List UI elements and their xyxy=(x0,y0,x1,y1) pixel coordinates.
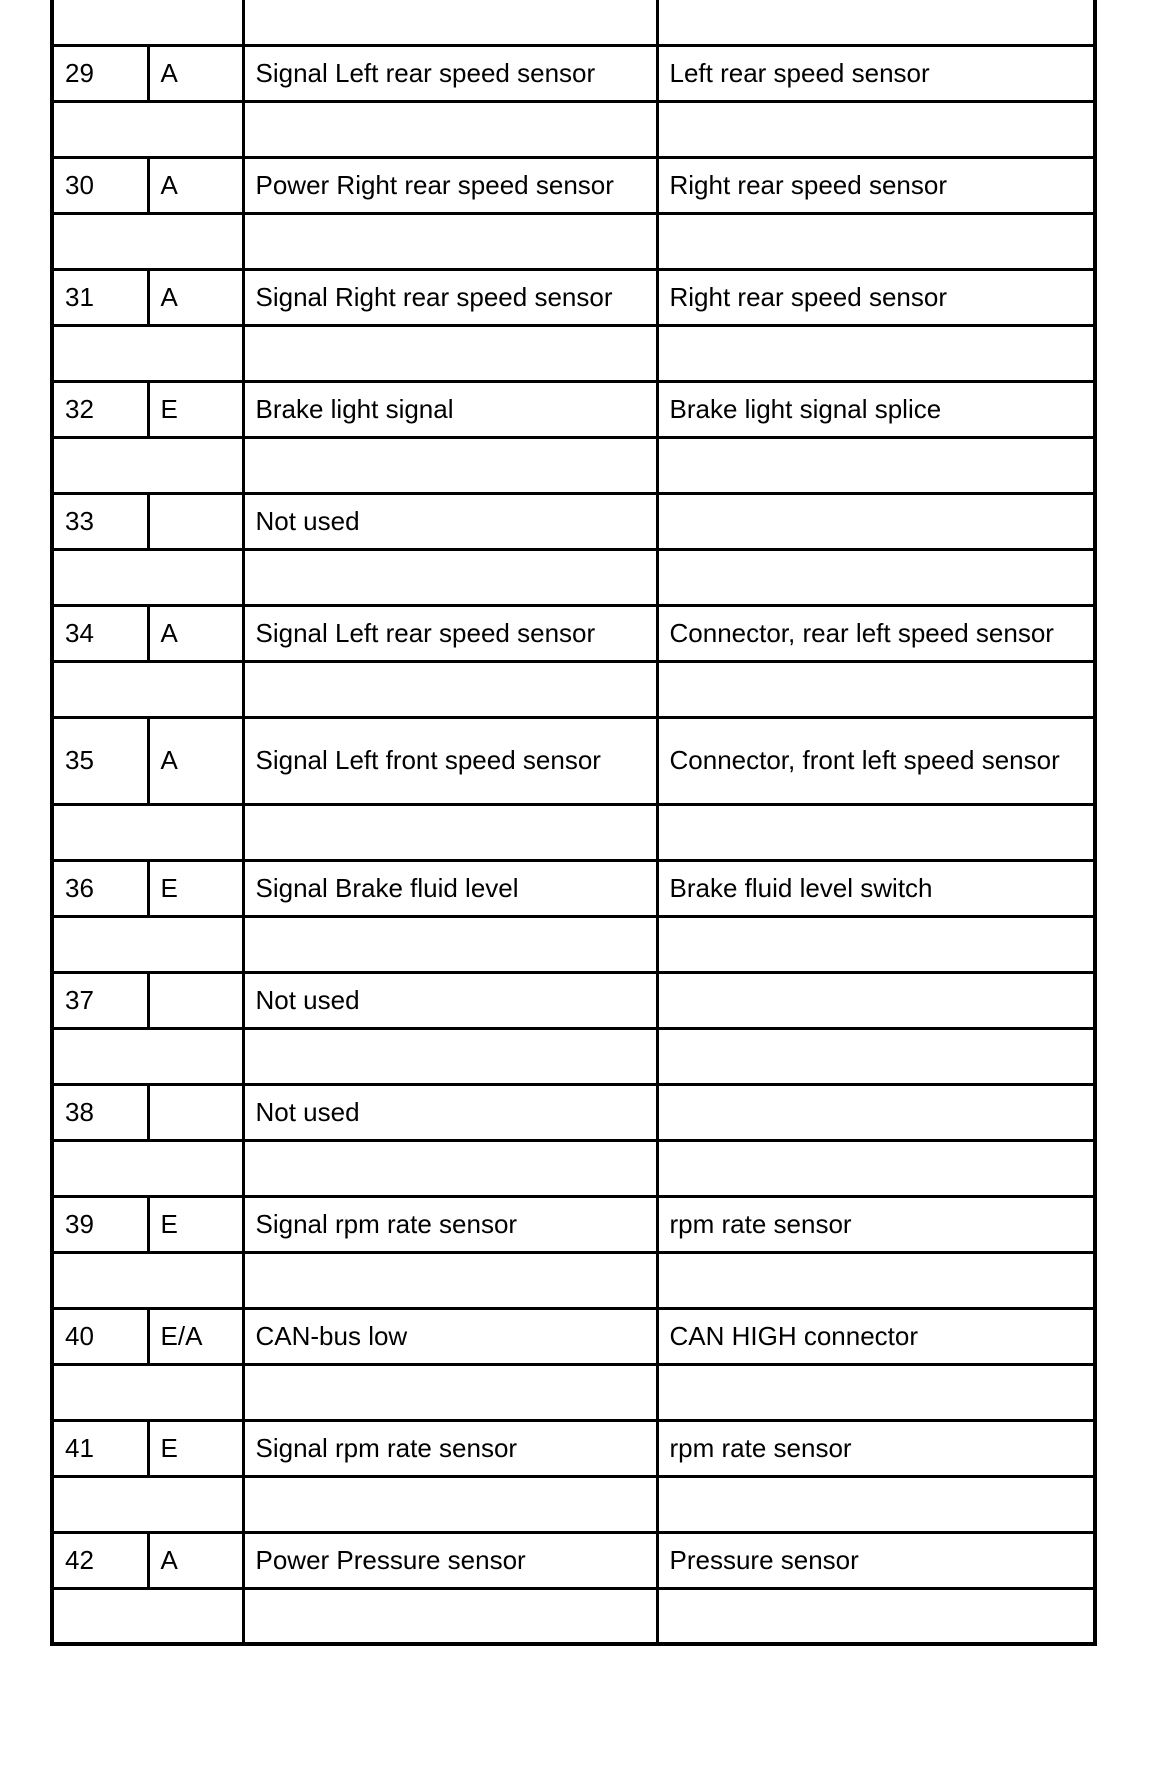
connection-cell: Connector, rear left speed sensor xyxy=(657,605,1095,661)
spacer-cell xyxy=(243,804,657,860)
spacer-cell xyxy=(243,1028,657,1084)
table-row xyxy=(52,45,1095,101)
pin-cell: 35 xyxy=(52,717,148,804)
type-cell: E xyxy=(148,1420,243,1476)
table-row xyxy=(52,717,1095,804)
spacer-row xyxy=(52,549,1095,605)
connection-cell: Brake fluid level switch xyxy=(657,860,1095,916)
spacer-row xyxy=(52,1028,1095,1084)
spacer-cell xyxy=(657,213,1095,269)
table-row xyxy=(52,1308,1095,1364)
pin-cell: 40 xyxy=(52,1308,148,1364)
spacer-cell xyxy=(52,1476,243,1532)
connection-cell: Brake light signal splice xyxy=(657,381,1095,437)
spacer-cell xyxy=(52,1140,243,1196)
table-row xyxy=(52,381,1095,437)
spacer-row xyxy=(52,437,1095,493)
pin-cell: 36 xyxy=(52,860,148,916)
table-row xyxy=(52,605,1095,661)
spacer-cell xyxy=(657,1140,1095,1196)
spacer-cell xyxy=(52,1588,243,1644)
spacer-cell xyxy=(657,1588,1095,1644)
function-cell: Signal Right rear speed sensor xyxy=(243,269,657,325)
type-cell: E/A xyxy=(148,1308,243,1364)
spacer-row xyxy=(52,804,1095,860)
pin-cell: 32 xyxy=(52,381,148,437)
pin-cell: 30 xyxy=(52,157,148,213)
spacer-cell xyxy=(52,1364,243,1420)
spacer-cell xyxy=(52,101,243,157)
spacer-cell xyxy=(243,213,657,269)
spacer-cell xyxy=(243,916,657,972)
spacer-cell xyxy=(52,1028,243,1084)
spacer-cell xyxy=(657,804,1095,860)
table-row xyxy=(52,1532,1095,1588)
connection-cell: Connector, front left speed sensor xyxy=(657,717,1095,804)
spacer-cell xyxy=(243,437,657,493)
connection-cell xyxy=(657,972,1095,1028)
pin-assignment-table xyxy=(50,0,1097,1646)
spacer-cell xyxy=(243,1140,657,1196)
type-cell: E xyxy=(148,381,243,437)
spacer-cell xyxy=(52,437,243,493)
connection-cell xyxy=(657,493,1095,549)
type-cell xyxy=(148,972,243,1028)
spacer-cell xyxy=(657,1252,1095,1308)
spacer-cell xyxy=(657,661,1095,717)
function-cell: Not used xyxy=(243,493,657,549)
spacer-cell xyxy=(657,549,1095,605)
spacer-cell xyxy=(243,1588,657,1644)
table-row xyxy=(52,1084,1095,1140)
function-cell: Not used xyxy=(243,1084,657,1140)
spacer-row xyxy=(52,1252,1095,1308)
spacer-row xyxy=(52,0,1095,45)
connection-cell: rpm rate sensor xyxy=(657,1196,1095,1252)
connection-cell: Pressure sensor xyxy=(657,1532,1095,1588)
spacer-cell xyxy=(243,549,657,605)
type-cell: A xyxy=(148,605,243,661)
connection-cell: Left rear speed sensor xyxy=(657,45,1095,101)
spacer-cell xyxy=(52,661,243,717)
function-cell: Brake light signal xyxy=(243,381,657,437)
connection-cell: CAN HIGH connector xyxy=(657,1308,1095,1364)
spacer-cell xyxy=(243,1476,657,1532)
function-cell: Power Right rear speed sensor xyxy=(243,157,657,213)
type-cell: A xyxy=(148,269,243,325)
connection-cell: Right rear speed sensor xyxy=(657,269,1095,325)
function-cell: Signal Left front speed sensor xyxy=(243,717,657,804)
spacer-cell xyxy=(657,1028,1095,1084)
spacer-row xyxy=(52,1364,1095,1420)
pin-cell: 31 xyxy=(52,269,148,325)
spacer-cell xyxy=(52,549,243,605)
function-cell: Signal rpm rate sensor xyxy=(243,1196,657,1252)
spacer-cell xyxy=(243,101,657,157)
pin-cell: 41 xyxy=(52,1420,148,1476)
spacer-row xyxy=(52,1476,1095,1532)
spacer-cell xyxy=(657,101,1095,157)
spacer-row xyxy=(52,213,1095,269)
spacer-cell xyxy=(52,325,243,381)
spacer-row xyxy=(52,1140,1095,1196)
pin-cell: 34 xyxy=(52,605,148,661)
function-cell: Not used xyxy=(243,972,657,1028)
table-row xyxy=(52,1196,1095,1252)
connection-cell xyxy=(657,1084,1095,1140)
table-row xyxy=(52,269,1095,325)
type-cell xyxy=(148,493,243,549)
spacer-cell xyxy=(52,1252,243,1308)
spacer-cell xyxy=(52,0,243,45)
spacer-row xyxy=(52,916,1095,972)
type-cell xyxy=(148,1084,243,1140)
connection-cell: rpm rate sensor xyxy=(657,1420,1095,1476)
type-cell: A xyxy=(148,45,243,101)
table-row xyxy=(52,972,1095,1028)
pin-cell: 42 xyxy=(52,1532,148,1588)
spacer-cell xyxy=(657,916,1095,972)
spacer-row xyxy=(52,325,1095,381)
spacer-cell xyxy=(657,1476,1095,1532)
type-cell: E xyxy=(148,860,243,916)
spacer-cell xyxy=(243,0,657,45)
type-cell: E xyxy=(148,1196,243,1252)
spacer-cell xyxy=(657,0,1095,45)
type-cell: A xyxy=(148,157,243,213)
spacer-cell xyxy=(243,661,657,717)
spacer-cell xyxy=(52,804,243,860)
table-row xyxy=(52,1420,1095,1476)
spacer-cell xyxy=(243,1364,657,1420)
function-cell: Signal Brake fluid level xyxy=(243,860,657,916)
spacer-cell xyxy=(52,213,243,269)
pin-cell: 33 xyxy=(52,493,148,549)
spacer-cell xyxy=(243,1252,657,1308)
spacer-cell xyxy=(657,437,1095,493)
function-cell: CAN-bus low xyxy=(243,1308,657,1364)
spacer-cell xyxy=(52,916,243,972)
pin-cell: 38 xyxy=(52,1084,148,1140)
spacer-row xyxy=(52,101,1095,157)
spacer-cell xyxy=(657,325,1095,381)
function-cell: Signal rpm rate sensor xyxy=(243,1420,657,1476)
connection-cell: Right rear speed sensor xyxy=(657,157,1095,213)
pin-cell: 39 xyxy=(52,1196,148,1252)
spacer-row xyxy=(52,661,1095,717)
type-cell: A xyxy=(148,1532,243,1588)
pin-cell: 37 xyxy=(52,972,148,1028)
function-cell: Signal Left rear speed sensor xyxy=(243,45,657,101)
function-cell: Power Pressure sensor xyxy=(243,1532,657,1588)
function-cell: Signal Left rear speed sensor xyxy=(243,605,657,661)
spacer-row xyxy=(52,1588,1095,1644)
pin-cell: 29 xyxy=(52,45,148,101)
type-cell: A xyxy=(148,717,243,804)
table-row xyxy=(52,860,1095,916)
spacer-cell xyxy=(243,325,657,381)
spacer-cell xyxy=(657,1364,1095,1420)
table-row xyxy=(52,157,1095,213)
table-row xyxy=(52,493,1095,549)
